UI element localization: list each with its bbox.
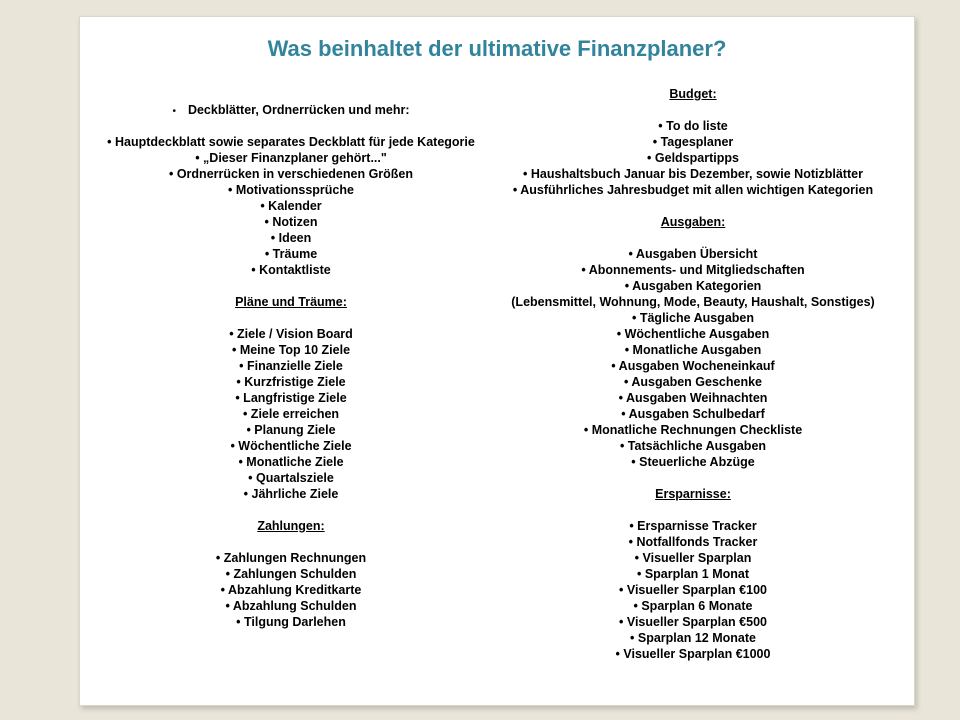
list-item: • Ausgaben Weihnachten: [618, 391, 768, 405]
list-item: • Jährliche Ziele: [243, 487, 339, 501]
list-item: • Wöchentliche Ausgaben: [616, 327, 770, 341]
list-item: • Visueller Sparplan €500: [619, 615, 767, 629]
list-item: • Ausgaben Geschenke: [624, 375, 762, 389]
spacer: [80, 118, 502, 134]
list-item: • Geldspartipps: [647, 151, 739, 165]
list-item: • Motivationssprüche: [228, 183, 354, 197]
list-item: • Notfallfonds Tracker: [628, 535, 758, 549]
page-title: Was beinhaltet der ultimative Finanzplaner?: [267, 36, 727, 61]
list-item: • Tatsächliche Ausgaben: [619, 439, 767, 453]
payments-list: [80, 550, 502, 630]
savings-list: [480, 518, 906, 662]
list-item: • Ausgaben Übersicht: [628, 247, 758, 261]
plans-list: [80, 326, 502, 502]
slide-page: [79, 16, 915, 706]
list-item: (Lebensmittel, Wohnung, Mode, Beauty, Haushalt, Sonstiges): [511, 295, 875, 309]
list-item: • Sparplan 6 Monate: [633, 599, 753, 613]
list-item: • Zahlungen Rechnungen: [215, 551, 367, 565]
list-item: • Ideen: [270, 231, 312, 245]
list-item: • Visueller Sparplan €1000: [615, 647, 771, 661]
heading-savings: Ersparnisse:: [655, 487, 731, 501]
list-item: • To do liste: [658, 119, 728, 133]
list-item: • Monatliche Ziele: [238, 455, 344, 469]
list-item: • Quartalsziele: [248, 471, 334, 485]
list-item: • Zahlungen Schulden: [225, 567, 357, 581]
list-item: • Monatliche Rechnungen Checkliste: [583, 423, 803, 437]
list-item: • Sparplan 1 Monat: [636, 567, 750, 581]
heading-plans: Pläne und Träume:: [235, 295, 347, 309]
list-item: • Finanzielle Ziele: [239, 359, 343, 373]
spacer: [480, 230, 906, 246]
list-item: • Sparplan 12 Monate: [630, 631, 756, 645]
list-item: • Tilgung Darlehen: [236, 615, 346, 629]
list-item: • Ausgaben Kategorien: [624, 279, 762, 293]
list-item: • Tägliche Ausgaben: [632, 311, 754, 325]
spacer: [80, 502, 502, 518]
spacer: [480, 470, 906, 486]
list-item: • Tagesplaner: [652, 135, 734, 149]
list-item: • Haushaltsbuch Januar bis Dezember, sowie Notizblätter: [523, 167, 863, 181]
list-item: • Monatliche Ausgaben: [624, 343, 762, 357]
spacer: [80, 534, 502, 550]
list-item: • Meine Top 10 Ziele: [231, 343, 351, 357]
heading-expenses: Ausgaben:: [660, 215, 726, 229]
list-item: • Ausgaben Wocheneinkauf: [611, 359, 775, 373]
intro-line: [80, 102, 502, 118]
list-item: • Kontaktliste: [251, 263, 331, 277]
list-item: • Wöchentliche Ziele: [230, 439, 352, 453]
list-item: • Ordnerrücken in verschiedenen Größen: [168, 167, 414, 181]
list-item: • Hauptdeckblatt sowie separates Deckblatt für jede Kategorie: [107, 135, 475, 149]
spacer: [480, 102, 906, 118]
cover-list: [80, 134, 502, 278]
list-item: • „Dieser Finanzplaner gehört...": [195, 151, 387, 165]
right-column: [480, 86, 906, 662]
list-item: • Planung Ziele: [246, 423, 336, 437]
bullet-icon: •: [172, 106, 176, 117]
heading-budget: Budget:: [669, 87, 717, 101]
spacer: [80, 278, 502, 294]
heading-payments: Zahlungen:: [257, 519, 325, 533]
list-item: • Langfristige Ziele: [235, 391, 347, 405]
spacer: [80, 310, 502, 326]
expenses-list: [480, 246, 906, 470]
left-column: [80, 102, 502, 630]
list-item: • Ziele erreichen: [242, 407, 340, 421]
list-item: • Visueller Sparplan €100: [619, 583, 767, 597]
list-item: • Kalender: [260, 199, 322, 213]
list-item: • Abzahlung Schulden: [225, 599, 357, 613]
list-item: • Notizen: [264, 215, 318, 229]
list-item: • Abzahlung Kreditkarte: [220, 583, 362, 597]
spacer: [480, 198, 906, 214]
spacer: [480, 502, 906, 518]
intro-text: Deckblätter, Ordnerrücken und mehr:: [187, 103, 410, 117]
list-item: • Steuerliche Abzüge: [631, 455, 755, 469]
list-item: • Ausführliches Jahresbudget mit allen wichtigen Kategorien: [512, 183, 874, 197]
list-item: • Abonnements- und Mitgliedschaften: [581, 263, 805, 277]
budget-list: [480, 118, 906, 198]
list-item: • Ziele / Vision Board: [229, 327, 353, 341]
list-item: • Ausgaben Schulbedarf: [621, 407, 765, 421]
list-item: • Visueller Sparplan: [634, 551, 752, 565]
list-item: • Träume: [264, 247, 318, 261]
list-item: • Ersparnisse Tracker: [629, 519, 757, 533]
list-item: • Kurzfristige Ziele: [236, 375, 346, 389]
